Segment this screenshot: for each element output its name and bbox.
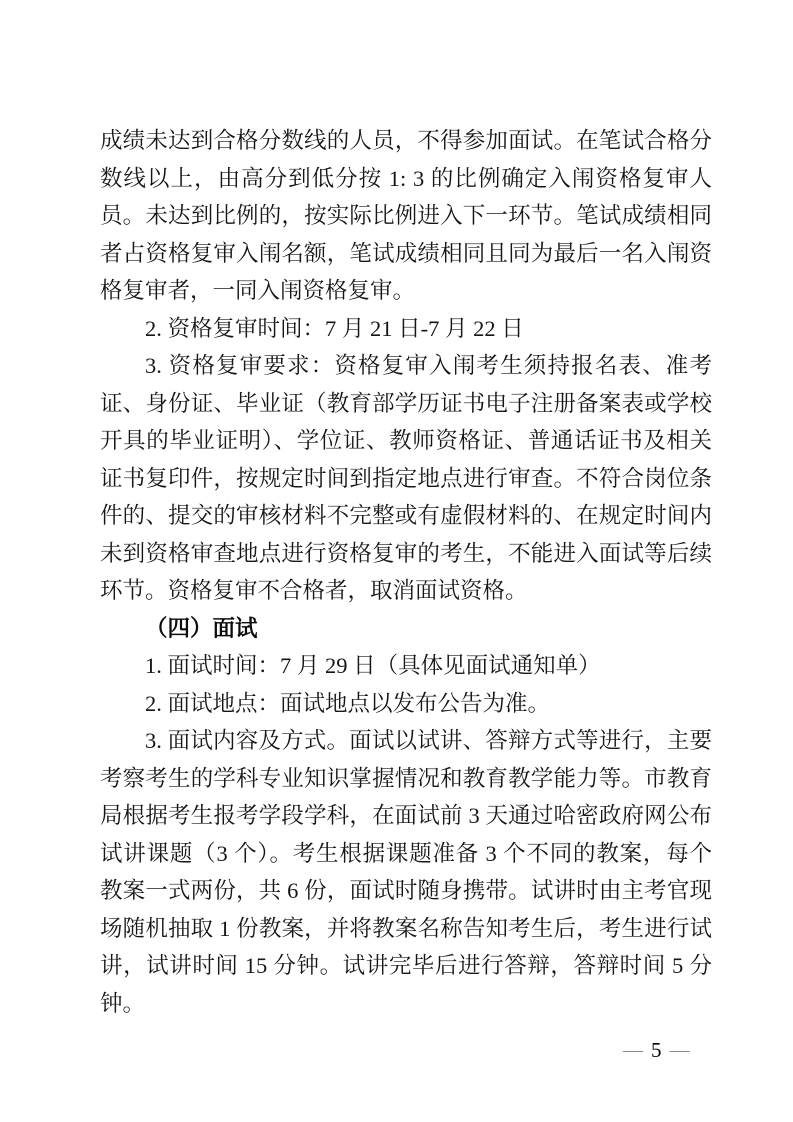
document-body [100, 122, 712, 1022]
paragraph-review-time: 2. 资格复审时间：7 月 21 日-7 月 22 日 [145, 315, 524, 341]
paragraph-interview-time: 1. 面试时间：7 月 29 日（具体见面试通知单） [145, 653, 601, 678]
paragraph-continuation-qualification-review: 成绩未达到合格分数线的人员，不得参加面试。在笔试合格分数线以上，由高分到低分按 1: 3 的比例确定入闱资格复审人员。未达到比例的，按实际比例进入下一环节。笔试成绩相同者占资格复审入闱名额，笔试成绩相同且同为最后一名入闱资格复审者，一同入闱资格复审。 [100, 128, 712, 303]
section-heading-interview: （四）面试 [145, 615, 258, 641]
page-number: 5 [651, 1038, 662, 1062]
footer-dash-left: — [623, 1039, 643, 1061]
paragraph-interview-location: 2. 面试地点：面试地点以发布公告为准。 [145, 690, 551, 716]
paragraph-review-requirements: 3. 资格复审要求：资格复审入闱考生须持报名表、准考证、身份证、毕业证（教育部学历证书电子注册备案表或学校开具的毕业证明）、学位证、教师资格证、普通话证书及相关证书复印件，按规定时间到指定地点进行审查。不符合岗位条件的、提交的审核材料不完整或有虚假材料的、在规定时间内未到资格审查地点进行资格复审的考生，不能进入面试等后续环节。资格复审不合格者，取消面试资格。 [100, 353, 712, 603]
paragraph-interview-content: 3. 面试内容及方式。面试以试讲、答辩方式等进行，主要考察考生的学科专业知识掌握情况和教育教学能力等。市教育局根据考生报考学段学科，在面试前 3 天通过哈密政府网公布试讲课题（3 个）。考生根据课题准备 3 个不同的教案，每个教案一式两份，共 6 份，面试时随身携带。试讲时由主考官现场随机抽取 1 份教案，并将教案名称告知考生后，考生进行试讲，试讲时间 15 分钟。试讲完毕后进行答辩，答辩时间 5 分钟。 [100, 728, 712, 1016]
page-footer [623, 1036, 690, 1064]
footer-dash-right: — [669, 1039, 690, 1061]
